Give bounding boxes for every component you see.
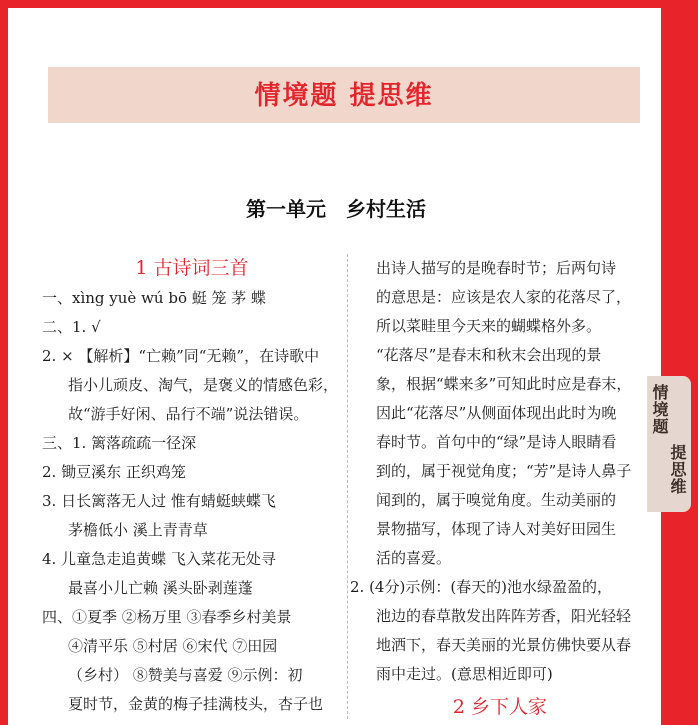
answer-line: 3. 日长篱落无人过 惟有蜻蜓蛱蝶飞 — [42, 492, 276, 510]
answer-line: 三、1. 篱落疏疏一径深 — [42, 434, 197, 452]
side-tab-text-1: 情境题 — [650, 384, 669, 435]
answer-line: 最喜小儿亡赖 溪头卧剥莲蓬 — [68, 579, 253, 597]
right-column — [350, 254, 650, 723]
answer-line: 2. × 【解析】“亡赖”同“无赖”，在诗歌中 — [42, 347, 320, 365]
answer-line: 出诗人描写的是晚春时节；后两句诗 — [376, 259, 617, 277]
answer-line: ④清平乐 ⑤村居 ⑥宋代 ⑦田园 — [68, 637, 278, 655]
unit-title: 第一单元 乡村生活 — [246, 197, 426, 221]
answer-line: 茅檐低小 溪上青青草 — [68, 521, 208, 539]
answer-line: （乡村） ⑧赞美与喜爱 ⑨示例：初 — [68, 666, 303, 684]
answer-line: 2. 锄豆溪东 正织鸡笼 — [42, 463, 186, 481]
answer-line: 闻到的，属于嗅觉角度。生动美丽的 — [376, 491, 617, 509]
column-divider — [347, 254, 348, 719]
left-column — [42, 252, 342, 719]
answer-line: 2. (4分)示例：(春天的)池水绿盈盈的， — [350, 578, 613, 596]
answer-line: 到的，属于视觉角度；“芳”是诗人鼻子 — [376, 462, 632, 480]
answer-line: 因此“花落尽”从侧面体现出此时为晚 — [376, 404, 617, 422]
answer-line: 池边的春草散发出阵阵芳香，阳光轻轻 — [376, 607, 632, 625]
section-title-2: 2 乡下人家 — [452, 696, 548, 718]
banner-title: 情境题 提思维 — [254, 81, 434, 111]
answer-line: 故“游手好闲、品行不端”说法错误。 — [68, 405, 309, 423]
answer-line: 4. 儿童急走追黄蝶 飞入菜花无处寻 — [42, 550, 276, 568]
side-tab-text-2: 提思维 — [668, 444, 687, 495]
answer-line: 四、①夏季 ②杨万里 ③春季乡村美景 — [42, 608, 292, 626]
answer-line: 的意思是：应该是农人家的花落尽了， — [376, 288, 632, 306]
answer-line: 活的喜爱。 — [376, 549, 452, 567]
answer-line: “花落尽”是春末和秋末会出现的景 — [376, 346, 602, 364]
answer-line: 景物描写，体现了诗人对美好田园生 — [376, 520, 617, 538]
answer-line: 一、xìng yuè wú bō 蜓 笼 茅 蝶 — [42, 289, 267, 307]
answer-line: 象，根据“蝶来多”可知此时应是春末， — [376, 375, 632, 393]
answer-line: 指小儿顽皮、淘气，是褒义的情感色彩， — [68, 376, 339, 394]
answer-line: 雨中走过。(意思相近即可) — [376, 665, 553, 683]
answer-line: 所以菜畦里今天来的蝴蝶格外多。 — [376, 317, 602, 335]
answer-line: 夏时节，金黄的梅子挂满枝头，杏子也 — [68, 695, 324, 713]
answer-line: 地洒下，春天美丽的光景仿佛快要从春 — [376, 636, 632, 654]
answer-line: 二、1. √ — [42, 318, 101, 336]
answer-line: 春时节。首句中的“绿”是诗人眼睛看 — [376, 433, 617, 451]
section-title-1: 1 古诗词三首 — [135, 257, 249, 279]
